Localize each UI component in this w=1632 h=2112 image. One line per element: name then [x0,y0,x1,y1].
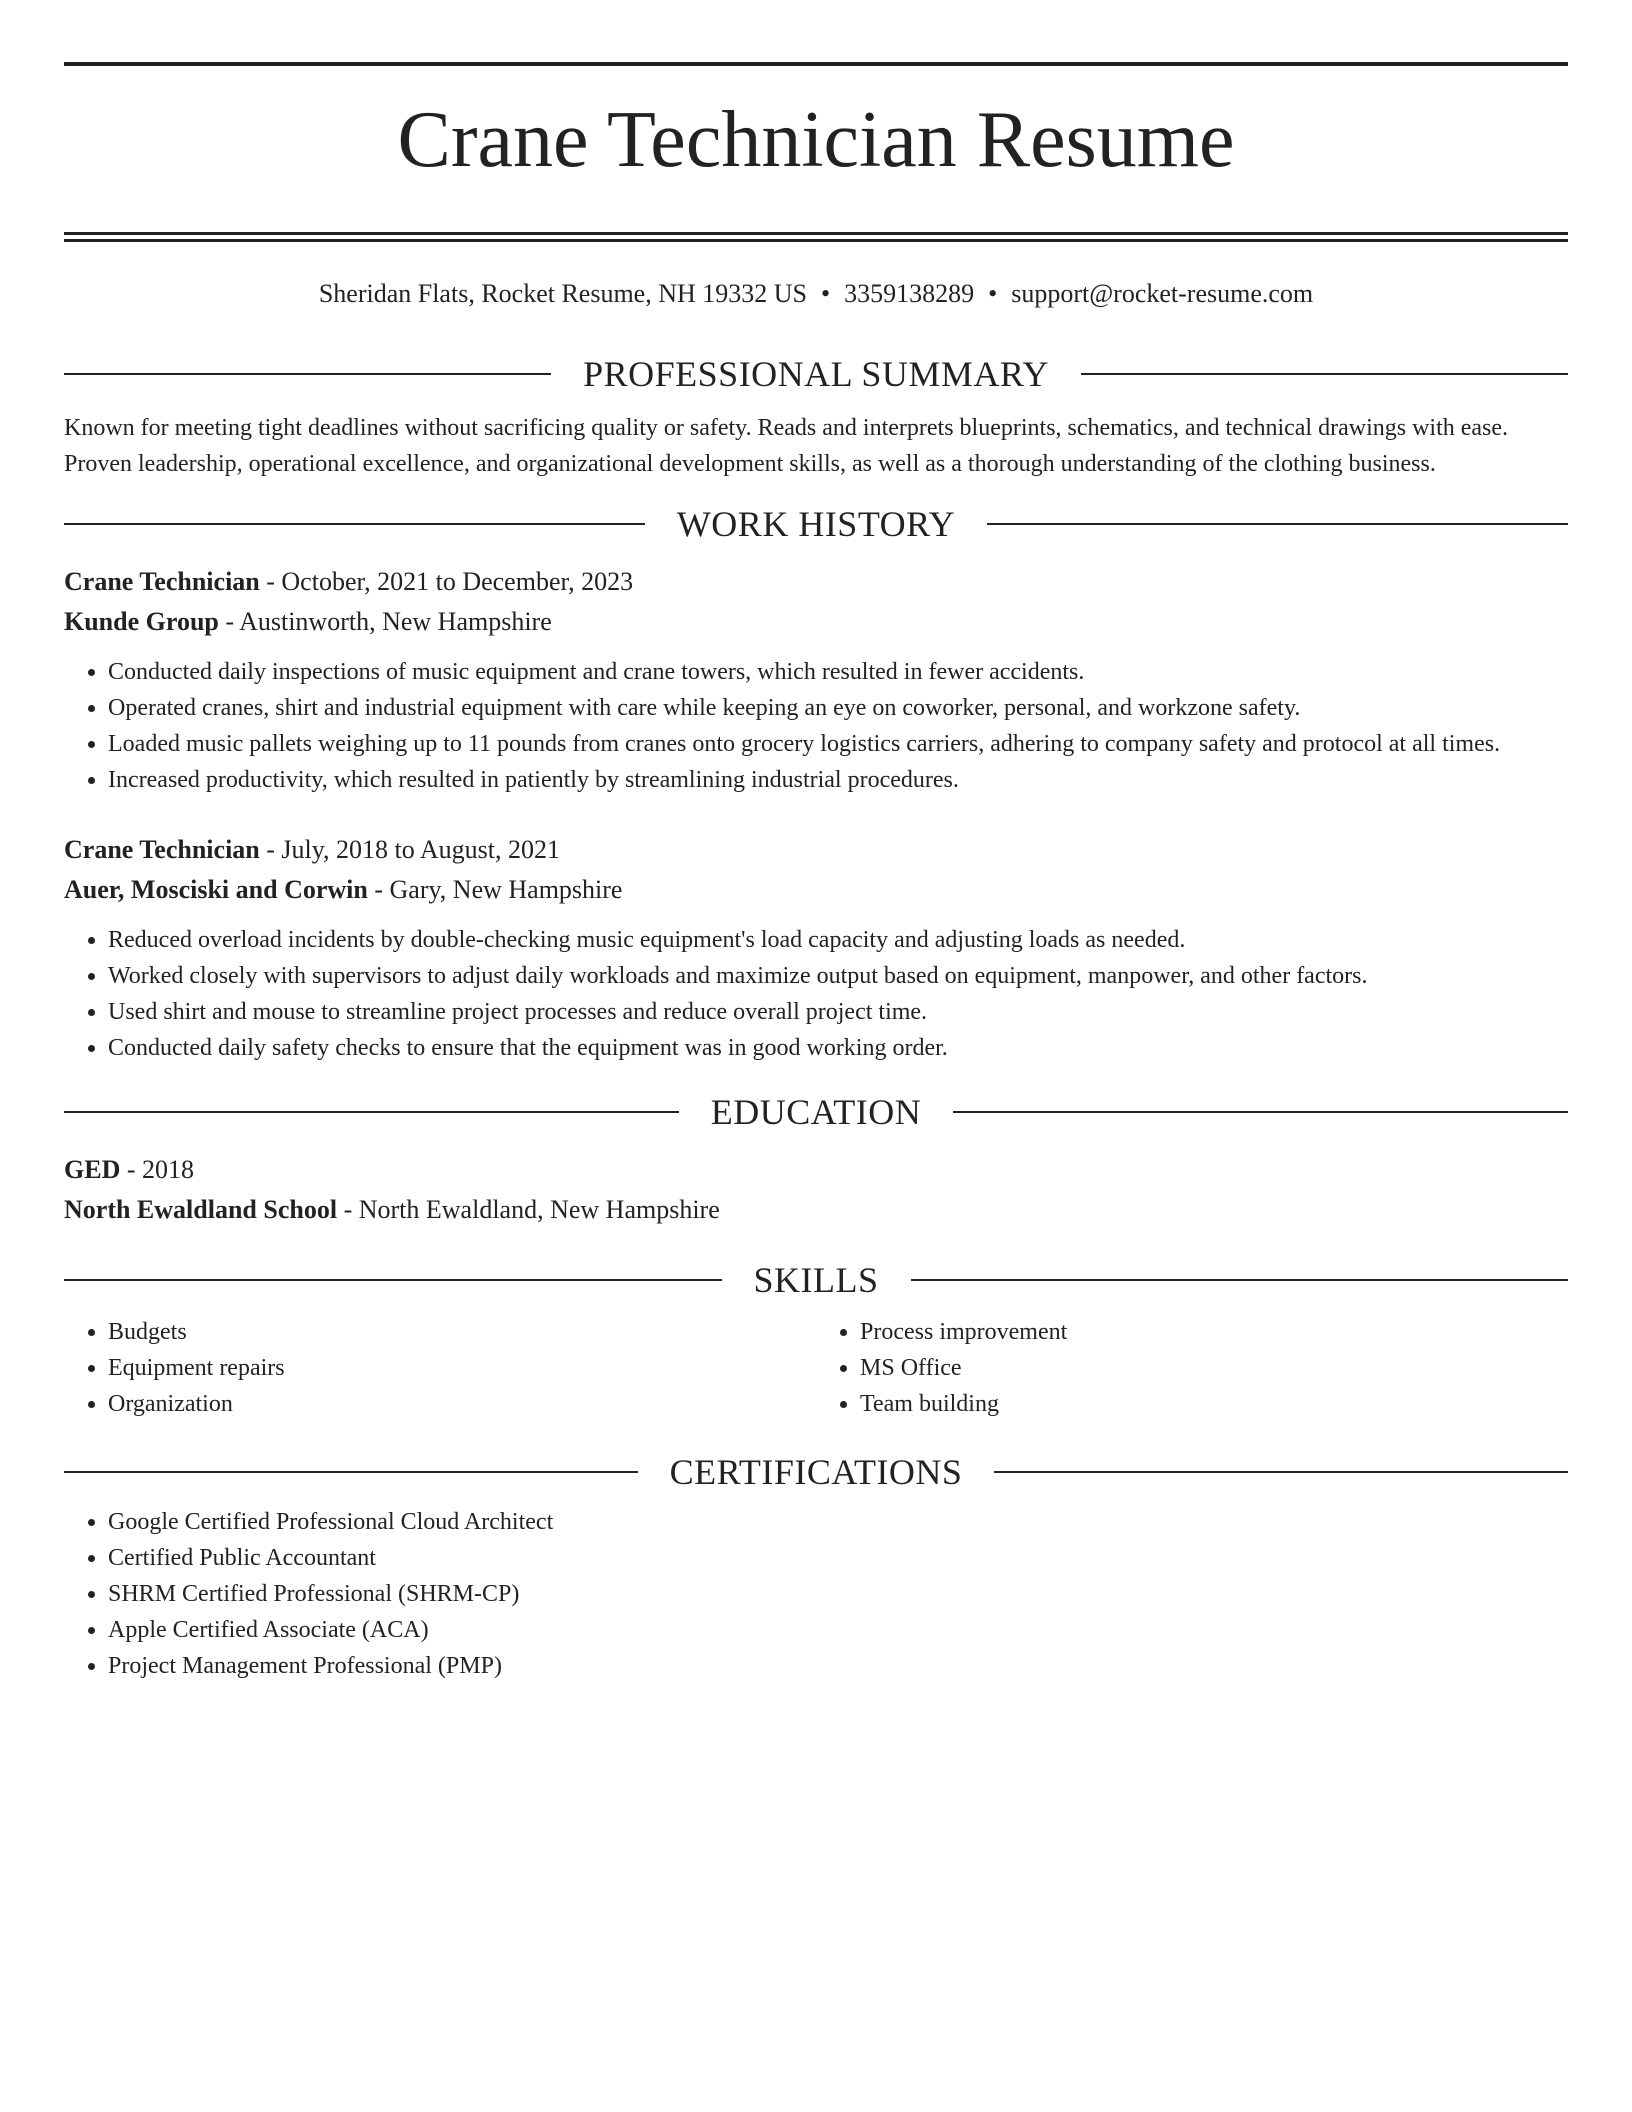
heading-rule-left [64,1111,679,1113]
section-title: PROFESSIONAL SUMMARY [583,354,1049,394]
contact-phone: 3359138289 [844,279,975,308]
job-dates: - October, 2021 to December, 2023 [259,567,634,596]
job-company-line [64,602,1568,642]
skills-column-right [816,1314,1568,1422]
list-item: • Project Management Professional (PMP) [108,1648,1568,1684]
skills-list-right [816,1314,1568,1422]
skills-columns [64,1314,1568,1422]
list-item: • Apple Certified Associate (ACA) [108,1612,1568,1648]
section-title: SKILLS [753,1260,879,1300]
list-item: • Team building [860,1386,1568,1422]
list-item: • Conducted daily inspections of music equipment and crane towers, which resulted in fewer accidents. [108,654,1568,690]
list-item: • Loaded music pallets weighing up to 11 pounds from cranes onto grocery logistics carriers, adhering to company safety and protocol at all times. [108,726,1568,762]
contact-email: support@rocket-resume.com [1011,279,1314,308]
job-location: - Gary, New Hampshire [367,875,623,904]
job-company: Auer, Mosciski and Corwin [64,875,368,904]
job-company-line [64,870,1568,910]
job-title-line [64,562,1568,602]
contact-address: Sheridan Flats, Rocket Resume, NH 19332 US [318,279,808,308]
list-item: • MS Office [860,1350,1568,1386]
section-title: CERTIFICATIONS [669,1452,963,1492]
section-heading-work-history [64,504,1568,544]
list-item: • SHRM Certified Professional (SHRM-CP) [108,1576,1568,1612]
job-title-line [64,830,1568,870]
education-degree-line [64,1150,1568,1190]
section-title: WORK HISTORY [676,504,956,544]
heading-rule-left [64,1471,638,1473]
list-item: • Google Certified Professional Cloud Architect [108,1504,1568,1540]
heading-rule-right [987,523,1568,525]
contact-line [64,278,1568,310]
title-double-rule [64,232,1568,242]
list-item: • Used shirt and mouse to streamline project processes and reduce overall project time. [108,994,1568,1030]
top-rule [64,62,1568,66]
job-bullets [64,654,1568,798]
job-bullets [64,922,1568,1066]
list-item: • Certified Public Accountant [108,1540,1568,1576]
section-heading-skills [64,1260,1568,1300]
job-company: Kunde Group [64,607,219,636]
job-location: - Austinworth, New Hampshire [218,607,552,636]
list-item: • Reduced overload incidents by double-checking music equipment's load capacity and adjusting loads as needed. [108,922,1568,958]
job-title: Crane Technician [64,567,260,596]
list-item: • Process improvement [860,1314,1568,1350]
job-entry [64,562,1568,798]
heading-rule-right [1081,373,1568,375]
list-item: • Conducted daily safety checks to ensure that the equipment was in good working order. [108,1030,1568,1066]
summary-text: Known for meeting tight deadlines without sacrificing quality or safety. Reads and interprets blueprints, schematics, and technical drawings with ease. Proven leadership, operational excellence, and organizational development skills, as well as a thorough understanding of the clothing business. [64,415,1509,477]
certifications-list [64,1504,1568,1684]
heading-rule-right [994,1471,1568,1473]
education-location: - North Ewaldland, New Hampshire [337,1195,720,1224]
education-degree: GED [64,1155,121,1184]
job-entry [64,830,1568,1066]
education-school-line [64,1190,1568,1230]
list-item: • Increased productivity, which resulted in patiently by streamlining industrial procedures. [108,762,1568,798]
heading-rule-left [64,1279,722,1281]
contact-separator: • [988,279,998,308]
list-item: • Organization [108,1386,816,1422]
list-item: • Equipment repairs [108,1350,816,1386]
heading-rule-right [953,1111,1568,1113]
list-item: • Worked closely with supervisors to adjust daily workloads and maximize output based on equipment, manpower, and other factors. [108,958,1568,994]
job-title: Crane Technician [64,835,260,864]
section-heading-education [64,1092,1568,1132]
education-year: - 2018 [120,1155,195,1184]
job-dates: - July, 2018 to August, 2021 [259,835,560,864]
skills-column-left [64,1314,816,1422]
heading-rule-left [64,373,551,375]
resume-title: Crane Technician Resume [397,96,1235,184]
heading-rule-left [64,523,645,525]
section-heading-certifications [64,1452,1568,1492]
section-title: EDUCATION [710,1092,922,1132]
section-heading-summary [64,354,1568,394]
list-item: • Operated cranes, shirt and industrial equipment with care while keeping an eye on coworker, personal, and workzone safety. [108,690,1568,726]
list-item: • Budgets [108,1314,816,1350]
heading-rule-right [911,1279,1569,1281]
skills-list-left [64,1314,816,1422]
education-school: North Ewaldland School [64,1195,338,1224]
contact-separator: • [821,279,831,308]
